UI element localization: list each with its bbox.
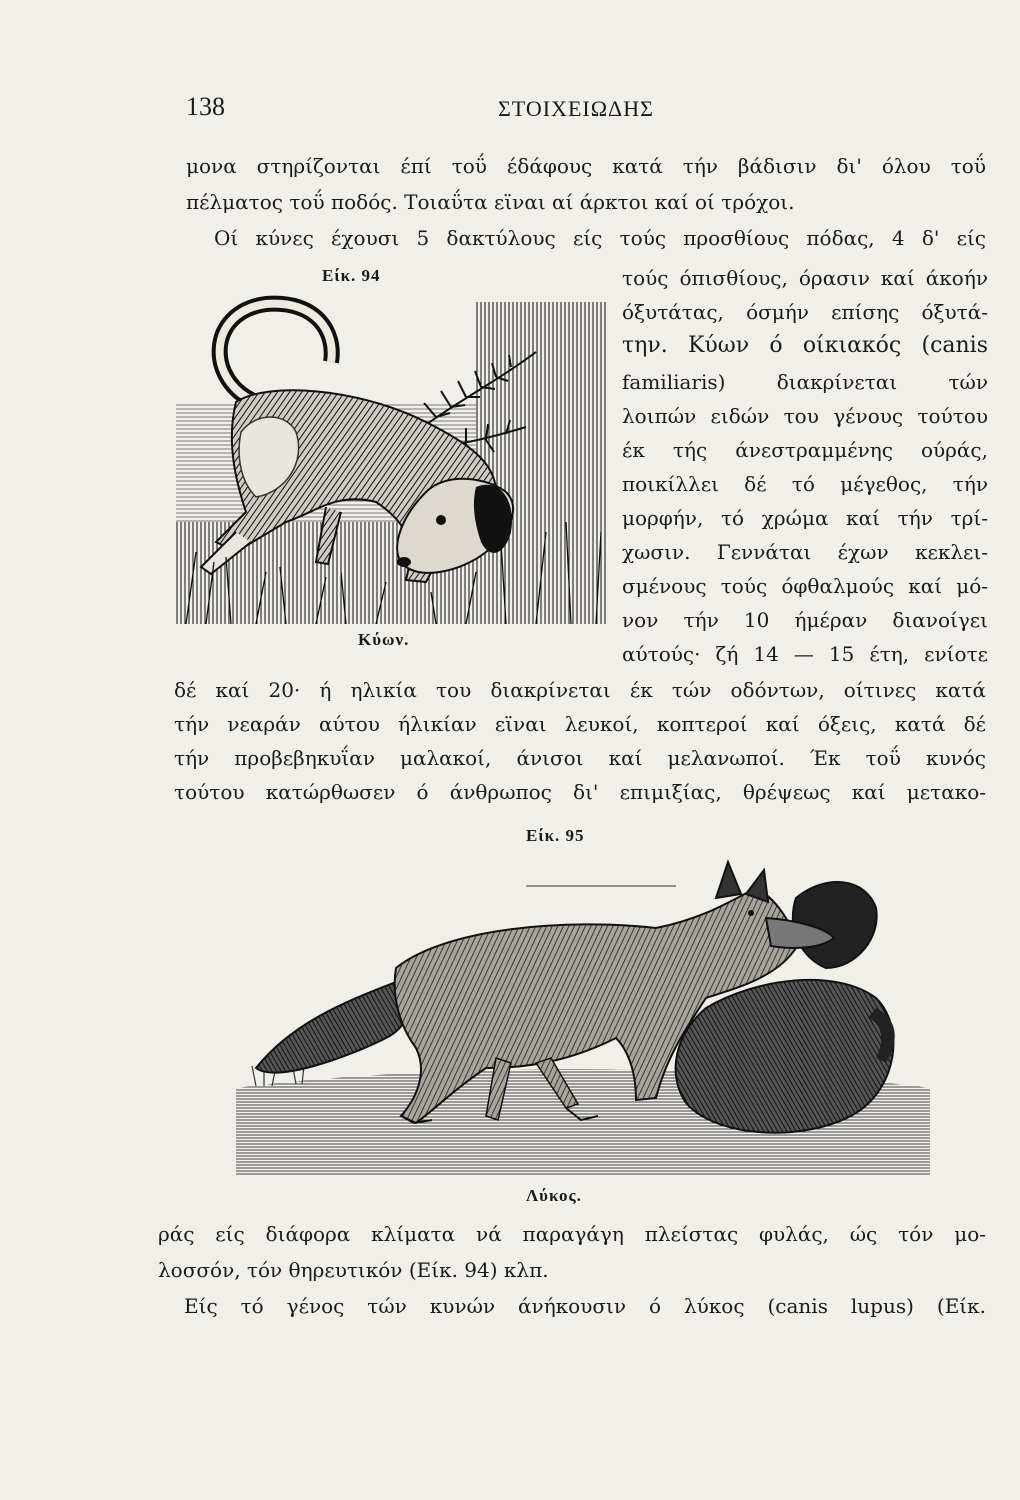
figure-95-wolf-illustration bbox=[236, 858, 930, 1176]
figure-95-caption: Λύκος. bbox=[526, 1186, 582, 1205]
text-line-15: αύτούς· ζή 14 — 15 έτη, ενίοτε bbox=[622, 642, 988, 666]
text-line-4: τούς όπισθίους, όρασιν καί άκοήν bbox=[622, 266, 988, 290]
figure-94-dog-illustration bbox=[176, 292, 606, 624]
figure-94-caption: Κύων. bbox=[358, 630, 410, 649]
text-line-2: πέλματος τοΰ ποδός. Τοιαΰτα εϊναι αί άρκτοι καί οί τρόχοι. bbox=[186, 190, 795, 214]
page-number: 138 bbox=[186, 92, 225, 121]
text-line-14: νον τήν 10 ήμέραν διανοίγει bbox=[622, 608, 988, 632]
text-line-9: έκ τής άνεστραμμένης ούράς, bbox=[622, 438, 988, 462]
figure-95-label: Είκ. 95 bbox=[526, 826, 585, 845]
wolf-engraving bbox=[236, 858, 930, 1176]
text-line-17: τήν νεαράν αύτου ήλικίαν εϊναι λευκοί, κοπτεροί καί όξεις, κατά δέ bbox=[174, 712, 986, 736]
text-line-8: λοιπών ειδών του γένους τούτου bbox=[622, 404, 988, 428]
text-line-11: μορφήν, τό χρώμα καί τήν τρί- bbox=[622, 506, 988, 530]
text-line-21: λοσσόν, τόν θηρευτικόν (Είκ. 94) κλπ. bbox=[158, 1258, 549, 1282]
text-line-19: τούτου κατώρθωσεν ό άνθρωπος δι' επιμιξίας, θρέψεως καί μετακο- bbox=[174, 780, 986, 804]
text-line-5: όξυτάτας, όσμήν επίσης όξυτά- bbox=[622, 300, 988, 324]
running-head bbox=[186, 92, 986, 122]
text-line-22: Είς τό γένος τών κυνών άνήκουσιν ό λύκος (canis lupus) (Είκ. bbox=[184, 1294, 986, 1318]
text-line-18: τήν προβεβηκυΐαν μαλακοί, άνισοι καί μελανωποί. Έκ τοΰ κυνός bbox=[174, 746, 986, 770]
dog-engraving bbox=[176, 292, 606, 624]
text-line-7: familiaris) διακρίνεται τών bbox=[622, 370, 988, 394]
figure-94-label: Είκ. 94 bbox=[322, 266, 381, 285]
text-line-13: σμένους τούς όφθαλμούς καί μό- bbox=[622, 574, 988, 598]
text-line-3: Οί κύνες έχουσι 5 δακτύλους είς τούς προσθίους πόδας, 4 δ' είς bbox=[214, 226, 986, 250]
text-line-6: την. Κύων ό οίκιακός (canis bbox=[622, 333, 988, 358]
text-line-16: δέ καί 20· ή ηλικία του διακρίνεται έκ τών οδόντων, οίτινες κατά bbox=[174, 678, 986, 702]
book-title: ΣΤΟΙΧΕΙΩΔΗΣ bbox=[498, 96, 654, 121]
text-line-10: ποικίλλει δέ τό μέγεθος, τήν bbox=[622, 472, 988, 496]
text-line-1: μονα στηρίζονται έπί τοΰ έδάφους κατά τήν βάδισιν δι' όλου τοΰ bbox=[186, 154, 986, 178]
text-line-20: ράς είς διάφορα κλίματα νά παραγάγη πλείστας φυλάς, ώς τόν μο- bbox=[158, 1222, 986, 1246]
text-line-12: χωσιν. Γεννάται έχων κεκλει- bbox=[622, 540, 988, 564]
